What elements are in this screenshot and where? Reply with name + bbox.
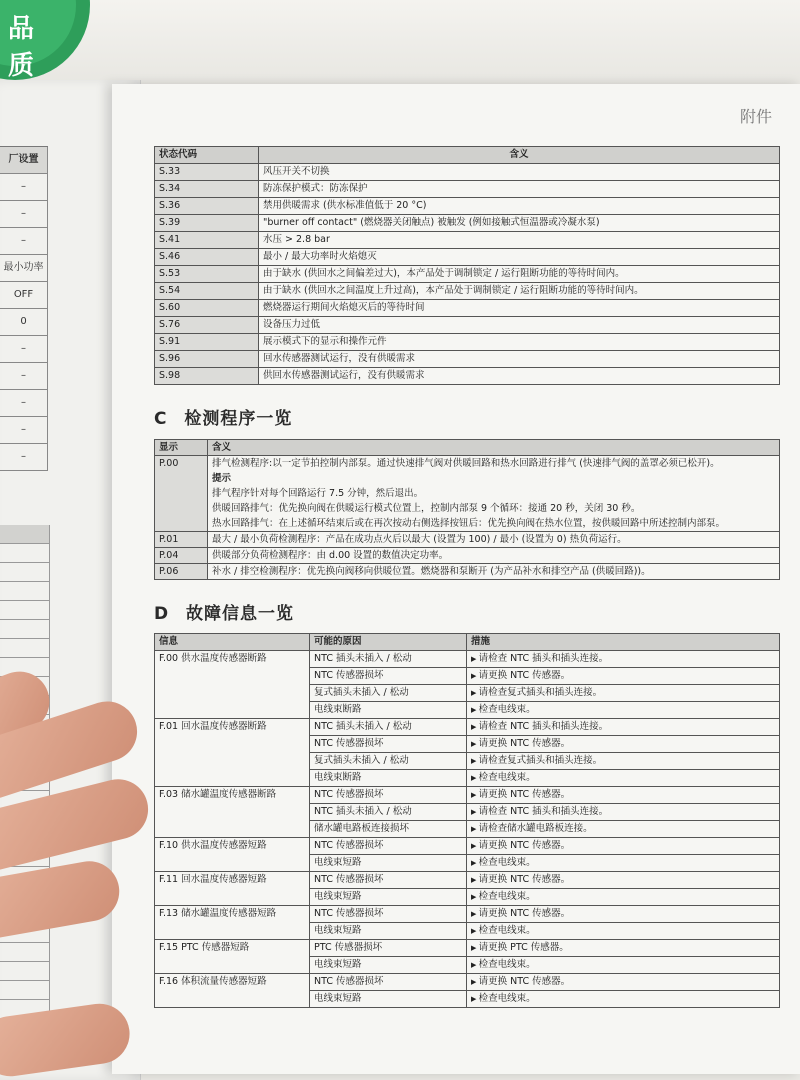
fault-action-text: 请更换 NTC 传感器。 — [478, 789, 571, 800]
table-row — [155, 181, 780, 198]
status-code: S.98 — [155, 368, 259, 385]
status-code: S.53 — [155, 266, 259, 283]
fault-cause: NTC 传感器损坏 — [310, 906, 467, 923]
fault-cause: NTC 传感器损坏 — [310, 974, 467, 991]
fault-action-text: 检查电线束。 — [478, 925, 536, 936]
fault-action-text: 检查电线束。 — [478, 704, 536, 715]
table-row — [155, 532, 780, 548]
seal-text: 品 质 — [8, 14, 45, 80]
program-meaning-line: 排气程序针对每个回路运行 7.5 分钟，然后退出。 — [212, 488, 424, 499]
fault-action-text: 请检查 NTC 插头和插头连接。 — [478, 653, 609, 664]
program-meaning — [208, 456, 780, 532]
fault-action — [467, 736, 780, 753]
table-row — [155, 974, 780, 991]
bullet-arrow-icon: ▶ — [471, 978, 479, 986]
status-code: S.39 — [155, 215, 259, 232]
program-code: P.06 — [155, 564, 208, 580]
status-meaning: 回水传感器测试运行，没有供暖需求 — [259, 351, 780, 368]
fault-action-text: 请更换 NTC 传感器。 — [478, 738, 571, 749]
fault-cause: NTC 传感器损坏 — [310, 872, 467, 889]
fault-info: F.10 供水温度传感器短路 — [155, 838, 310, 872]
status-code: S.96 — [155, 351, 259, 368]
background-desk — [0, 0, 800, 90]
fault-cause: PTC 传感器损坏 — [310, 940, 467, 957]
program-code: P.01 — [155, 532, 208, 548]
status-code: S.34 — [155, 181, 259, 198]
fault-cause: 电线束断路 — [310, 702, 467, 719]
column-header-action: 措施 — [467, 634, 780, 651]
table-row — [155, 651, 780, 668]
left-page-grid-line — [0, 981, 50, 1000]
left-page-grid-line — [0, 943, 50, 962]
fault-info: F.00 供水温度传感器断路 — [155, 651, 310, 719]
status-meaning: 由于缺水 (供回水之间偏差过大)，本产品处于调制锁定 / 运行阻断功能的等待时间内。 — [259, 266, 780, 283]
section-d-title — [154, 599, 294, 624]
status-code: S.91 — [155, 334, 259, 351]
table-row — [155, 215, 780, 232]
status-meaning: 防冻保护模式：防冻保护 — [259, 181, 780, 198]
fault-cause: 复式插头未插入 / 松动 — [310, 685, 467, 702]
status-meaning: 供回水传感器测试运行，没有供暖需求 — [259, 368, 780, 385]
left-page-cell: – — [0, 390, 48, 417]
left-page-cell: – — [0, 201, 48, 228]
fault-cause: 电线束短路 — [310, 889, 467, 906]
fault-action — [467, 668, 780, 685]
fault-message-table — [154, 633, 780, 1008]
program-meaning-line: 热水回路排气：在上述循环结束后或在再次按动右侧选择按钮后：优先换向阀在热水位置，按供暖回路中所述控制内部泵。 — [212, 518, 726, 529]
program-meaning-line: 提示 — [212, 473, 232, 484]
status-meaning: 展示模式下的显示和操作元件 — [259, 334, 780, 351]
fault-action — [467, 957, 780, 974]
table-row — [155, 266, 780, 283]
status-meaning: 风压开关不切换 — [259, 164, 780, 181]
fault-info: F.11 回水温度传感器短路 — [155, 872, 310, 906]
fault-info: F.03 储水罐温度传感器断路 — [155, 787, 310, 838]
left-page-cell: OFF — [0, 282, 48, 309]
fault-cause: NTC 传感器损坏 — [310, 736, 467, 753]
table-row — [155, 351, 780, 368]
fault-action — [467, 872, 780, 889]
bullet-arrow-icon: ▶ — [471, 995, 479, 1003]
left-page-cell: – — [0, 417, 48, 444]
bullet-arrow-icon: ▶ — [471, 893, 479, 901]
bullet-arrow-icon: ▶ — [471, 655, 479, 663]
section-heading: 检测程序一览 — [184, 409, 293, 429]
section-heading: 故障信息一览 — [186, 604, 295, 624]
status-code: S.36 — [155, 198, 259, 215]
left-page-grid-line — [0, 544, 50, 563]
fault-cause: 电线束短路 — [310, 923, 467, 940]
status-meaning: "burner off contact" (燃烧器关闭触点) 被触发 (例如接触式恒温器或冷凝水泵) — [259, 215, 780, 232]
table-row — [155, 249, 780, 266]
fault-action — [467, 991, 780, 1008]
left-page-grid-line — [0, 620, 50, 639]
status-meaning: 燃烧器运行期间火焰熄灭后的等待时间 — [259, 300, 780, 317]
fault-action-text: 请检查复式插头和插头连接。 — [478, 755, 603, 766]
fault-action-text: 检查电线束。 — [478, 772, 536, 783]
status-meaning: 最小 / 最大功率时火焰熄灭 — [259, 249, 780, 266]
bullet-arrow-icon: ▶ — [471, 672, 479, 680]
bullet-arrow-icon: ▶ — [471, 706, 479, 714]
table-row — [155, 838, 780, 855]
status-code: S.60 — [155, 300, 259, 317]
left-page-header: 厂设置 — [0, 147, 48, 174]
fault-action — [467, 753, 780, 770]
fault-action — [467, 702, 780, 719]
fault-action-text: 请更换 NTC 传感器。 — [478, 840, 571, 851]
bullet-arrow-icon: ▶ — [471, 961, 479, 969]
fault-cause: NTC 插头未插入 / 松动 — [310, 651, 467, 668]
fault-action-text: 检查电线束。 — [478, 857, 536, 868]
bullet-arrow-icon: ▶ — [471, 859, 479, 867]
left-page-cell: – — [0, 336, 48, 363]
fault-action-text: 检查电线束。 — [478, 993, 536, 1004]
fault-action — [467, 906, 780, 923]
fault-info: F.01 回水温度传感器断路 — [155, 719, 310, 787]
fault-action — [467, 855, 780, 872]
left-page-grid-line — [0, 582, 50, 601]
column-header-cause: 可能的原因 — [310, 634, 467, 651]
table-row — [155, 872, 780, 889]
bullet-arrow-icon: ▶ — [471, 910, 479, 918]
fault-action — [467, 787, 780, 804]
fault-action-text: 请检查复式插头和插头连接。 — [478, 687, 603, 698]
status-code: S.46 — [155, 249, 259, 266]
bullet-arrow-icon: ▶ — [471, 876, 479, 884]
status-code: S.54 — [155, 283, 259, 300]
status-code: S.33 — [155, 164, 259, 181]
fault-action-text: 请检查 NTC 插头和插头连接。 — [478, 721, 609, 732]
column-header-code: 状态代码 — [155, 147, 259, 164]
fault-cause: 电线束短路 — [310, 957, 467, 974]
status-code-table — [154, 146, 780, 385]
test-program-table — [154, 439, 780, 580]
program-meaning-line: 供暖部分负荷检测程序：由 d.00 设置的数值决定功率。 — [212, 550, 449, 561]
left-page-grid-line — [0, 639, 50, 658]
fault-cause: 电线束短路 — [310, 991, 467, 1008]
fault-action — [467, 923, 780, 940]
bullet-arrow-icon: ▶ — [471, 927, 479, 935]
left-page-cell: – — [0, 363, 48, 390]
table-row — [155, 283, 780, 300]
fault-action-text: 请检查储水罐电路板连接。 — [478, 823, 593, 834]
table-row — [155, 164, 780, 181]
fault-cause: NTC 传感器损坏 — [310, 838, 467, 855]
bullet-arrow-icon: ▶ — [471, 944, 479, 952]
table-row — [155, 232, 780, 249]
left-page-cell: – — [0, 228, 48, 255]
fault-cause: NTC 传感器损坏 — [310, 787, 467, 804]
fault-action — [467, 838, 780, 855]
status-meaning: 水压 > 2.8 bar — [259, 232, 780, 249]
fault-action-text: 请更换 NTC 传感器。 — [478, 874, 571, 885]
table-row — [155, 719, 780, 736]
section-letter: C — [154, 409, 168, 429]
bullet-arrow-icon: ▶ — [471, 808, 479, 816]
fault-action-text: 检查电线束。 — [478, 959, 536, 970]
status-code: S.76 — [155, 317, 259, 334]
fault-action-text: 检查电线束。 — [478, 891, 536, 902]
program-meaning-line: 补水 / 排空检测程序：优先换向阀移向供暖位置。燃烧器和泵断开 (为产品补水和排空产品 (供暖回路))。 — [212, 566, 651, 577]
fault-cause: 储水罐电路板连接损坏 — [310, 821, 467, 838]
program-meaning — [208, 532, 780, 548]
bullet-arrow-icon: ▶ — [471, 825, 479, 833]
left-page-cell: – — [0, 174, 48, 201]
column-header-meaning: 含义 — [208, 440, 780, 456]
program-meaning — [208, 564, 780, 580]
status-meaning: 设备压力过低 — [259, 317, 780, 334]
table-row — [155, 334, 780, 351]
fault-action-text: 请更换 PTC 传感器。 — [478, 942, 569, 953]
bullet-arrow-icon: ▶ — [471, 689, 479, 697]
fault-action — [467, 770, 780, 787]
table-row — [155, 300, 780, 317]
left-page-grid-line — [0, 563, 50, 582]
program-meaning — [208, 548, 780, 564]
left-page-cell: 最小功率 — [0, 255, 48, 282]
program-meaning-line: 排气检测程序:以一定节拍控制内部泵。通过快速排气阀对供暖回路和热水回路进行排气 (快速排气阀的盖罩必须已松开)。 — [212, 458, 720, 469]
green-seal-sticker — [0, 0, 90, 80]
bullet-arrow-icon: ▶ — [471, 723, 479, 731]
left-page-table — [0, 146, 48, 471]
left-page-grid-line — [0, 962, 50, 981]
fault-info: F.16 体积流量传感器短路 — [155, 974, 310, 1008]
section-c-title — [154, 404, 292, 429]
fault-cause: 电线束断路 — [310, 770, 467, 787]
left-page-grid-line — [0, 525, 50, 544]
fault-info: F.15 PTC 传感器短路 — [155, 940, 310, 974]
left-page-grid-line — [0, 601, 50, 620]
fault-action-text: 请检查 NTC 插头和插头连接。 — [478, 806, 609, 817]
fault-action-text: 请更换 NTC 传感器。 — [478, 908, 571, 919]
left-page-cell: 0 — [0, 309, 48, 336]
program-code: P.00 — [155, 456, 208, 532]
section-letter: D — [154, 604, 170, 624]
fault-cause: NTC 插头未插入 / 松动 — [310, 719, 467, 736]
fault-action-text: 请更换 NTC 传感器。 — [478, 976, 571, 987]
page-section-header: 附件 — [740, 107, 773, 126]
column-header-info: 信息 — [155, 634, 310, 651]
bullet-arrow-icon: ▶ — [471, 757, 479, 765]
fault-action — [467, 685, 780, 702]
bullet-arrow-icon: ▶ — [471, 774, 479, 782]
left-page-cell: – — [0, 444, 48, 471]
bullet-arrow-icon: ▶ — [471, 842, 479, 850]
table-row — [155, 368, 780, 385]
program-code: P.04 — [155, 548, 208, 564]
table-row — [155, 787, 780, 804]
fault-cause: NTC 插头未插入 / 松动 — [310, 804, 467, 821]
fault-action-text: 请更换 NTC 传感器。 — [478, 670, 571, 681]
table-row — [155, 456, 780, 532]
table-row — [155, 548, 780, 564]
table-row — [155, 940, 780, 957]
fault-action — [467, 651, 780, 668]
fault-action — [467, 719, 780, 736]
table-row — [155, 317, 780, 334]
fault-action — [467, 889, 780, 906]
program-meaning-line: 最大 / 最小负荷检测程序：产品在成功点火后以最大 (设置为 100) / 最小 (设置为 0) 热负荷运行。 — [212, 534, 627, 545]
column-header-display: 显示 — [155, 440, 208, 456]
fault-info: F.13 储水罐温度传感器短路 — [155, 906, 310, 940]
table-row — [155, 906, 780, 923]
table-row — [155, 198, 780, 215]
column-header-meaning: 含义 — [259, 147, 780, 164]
fault-action — [467, 821, 780, 838]
fault-cause: NTC 传感器损坏 — [310, 668, 467, 685]
status-code: S.41 — [155, 232, 259, 249]
status-meaning: 禁用供暖需求 (供水标准值低于 20 °C) — [259, 198, 780, 215]
fault-action — [467, 974, 780, 991]
program-meaning-line: 供暖回路排气：优先换向阀在供暖运行模式位置上，控制内部泵 9 个循环：接通 20 秒，关闭 30 秒。 — [212, 503, 641, 514]
fault-cause: 复式插头未插入 / 松动 — [310, 753, 467, 770]
table-row — [155, 564, 780, 580]
bullet-arrow-icon: ▶ — [471, 791, 479, 799]
fault-action — [467, 804, 780, 821]
fault-cause: 电线束短路 — [310, 855, 467, 872]
fault-action — [467, 940, 780, 957]
status-meaning: 由于缺水 (供回水之间温度上升过高)，本产品处于调制锁定 / 运行阻断功能的等待时间内。 — [259, 283, 780, 300]
bullet-arrow-icon: ▶ — [471, 740, 479, 748]
